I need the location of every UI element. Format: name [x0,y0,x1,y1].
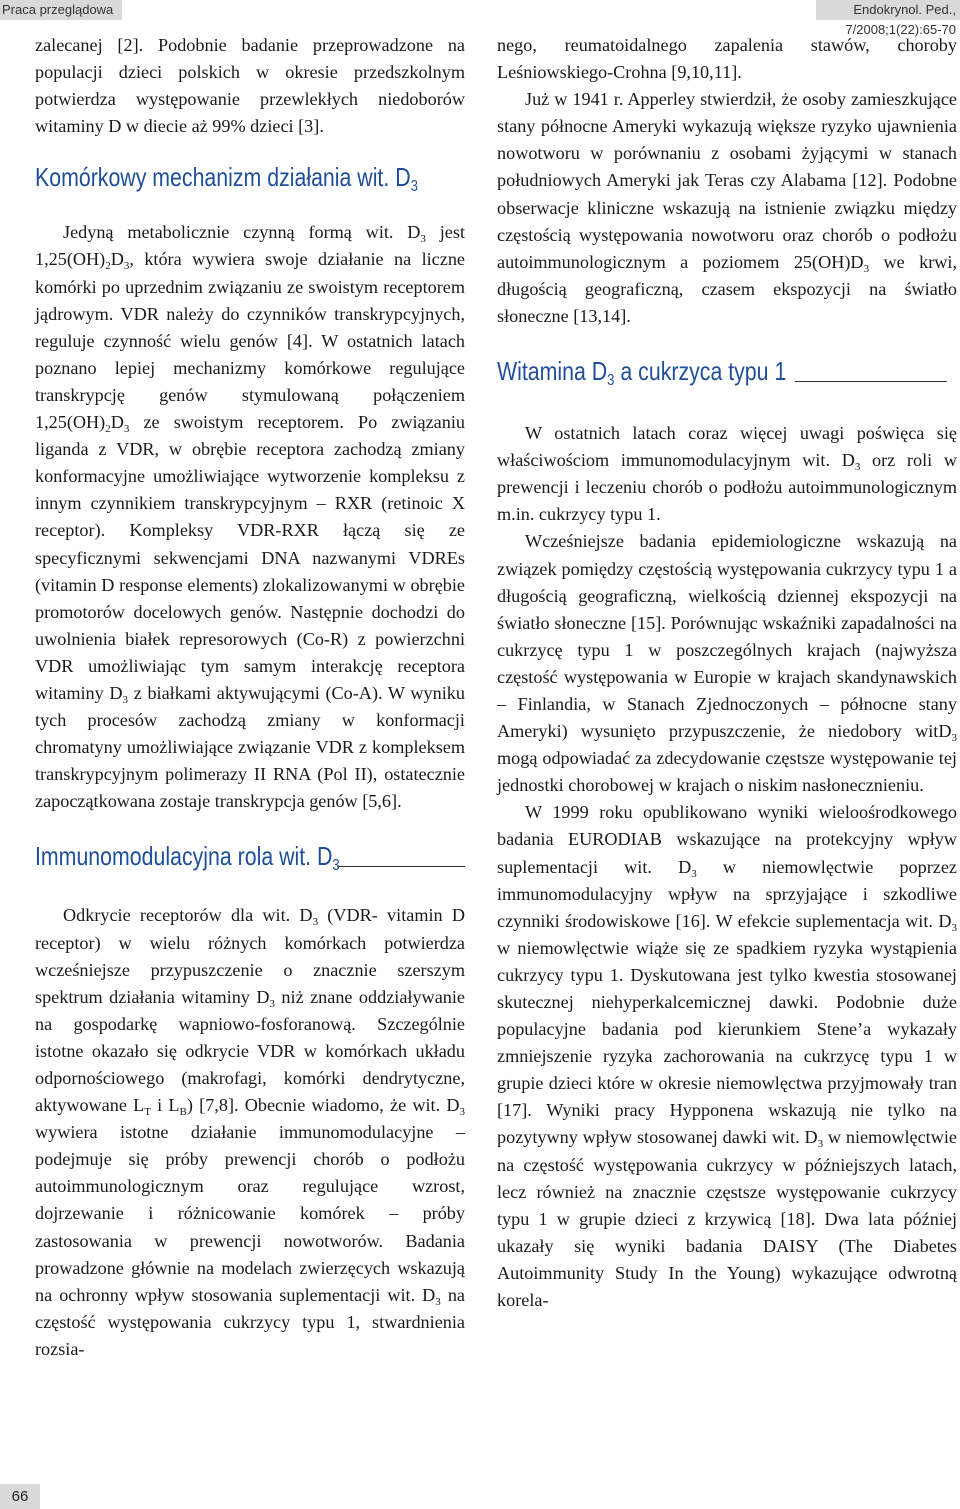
section-heading-vitamin-d-diabetes: Witamina $D_3$ a cukrzyca typu 1 [497,356,787,390]
paragraph: nego, reumatoidalnego zapalenia stawów, choroby Leśniowskiego-Crohna [9,10,11]. [497,35,957,83]
left-column [35,32,465,1363]
heading-rule [337,866,465,867]
paragraph: Odkrycie receptorów dla wit. $D_3$ (VDR- vitamin D receptor) w wielu różnych komórkach potwierdza wcześniejsze przypuszczenie o znacznie szerszym spektrum działania witaminy $D_3$ niż znane oddziaływanie na gospodarkę wapniowo-fosforanową. Szczególnie istotne okazało się odkrycie VDR w komórkach układu odpornościowego (makrofagi, komórki dendrytyczne, aktywowane $L_T$ i $L_B$) [7,8]. Obecnie wiadomo, że wit. $D_3$ wywiera istotne działanie immunomodulacyjne – podejmuje się próby prewencji chorób o podłożu autoimmunologicznym oraz regulujące wzrost, dojrzewanie i różnicowanie komórek – próby zastosowania w prewencji nowotworów. Badania prowadzone głównie na modelach zwierzęcych wskazują na ochronny wpływ stosowania suplementacji wit. $D_3$ na częstość występowania cukrzycy typu 1, stwardnienia rozsia- [35,905,465,1359]
section-heading-cellular-mechanism: Komórkowy mechanizm działania wit. $D_3$ [35,162,418,196]
running-header-section: Praca przeglądowa [0,0,122,20]
section-heading-immunomodulatory-role: Immunomodulacyjna rola wit. $D_3$ [35,841,340,875]
right-column [497,32,957,1314]
paragraph: W ostatnich latach coraz więcej uwagi poświęca się właściwościom immunomodulacyjnym wit. $D_3$ orz roli w prewencji i leczeniu chorób o podłożu autoimmunologicznym m.in. cukrzycy typu 1. [497,423,957,525]
heading-rule [795,381,947,382]
running-header-citation: Endokrynol. Ped., 7/2008;1(22):65-70 [816,0,960,20]
paragraph: zalecanej [2]. Podobnie badanie przeprowadzone na populacji dzieci polskich w okresie przedszkolnym potwierdza występowanie przewlekłych niedoborów witaminy D w diecie aż 99% dzieci [3]. [35,35,465,137]
paragraph: Jedyną metabolicznie czynną formą wit. $D_3$ jest $1,25(OH)_2D_3$, która wywiera swoje działanie na liczne komórki po uprzednim związaniu ze swoistym receptorem jądrowym. VDR należy do czynników transkrypcyjnych, reguluje czynność wielu genów [4]. W ostatnich latach poznano lepiej mechanizmy komórkowe regulujące transkrypcję genów stymulowaną połączeniem $1,25(OH)_2D_3$ ze swoistym receptorem. Po związaniu liganda z VDR, w obrębie receptora zachodzą zmiany konformacyjne umożliwiające wytworzenie kompleksu z innym czynnikiem transkrypcyjnym – RXR (retinoic X receptor). Kompleksy VDR-RXR łączą się ze specyficznymi sekwencjami DNA nazwanymi VDREs (vitamin D response elements) zlokalizowanymi w obrębie promotorów docelowych genów. Następnie dochodzi do uwolnienia białek represorowych (Co-R) z powierzchni VDR umożliwiając tym samym interakcję receptora witaminy $D_3$ z białkami aktywującymi (Co-A). W wyniku tych procesów zachodzą zmiany w konformacji chromatyny umożliwiające związanie VDR z kompleksem transkrypcyjnym polimerazy II RNA (Pol II), ostatecznie zapoczątkowana zostaje transkrypcja genów [5,6]. [35,222,465,812]
page-number: 66 [0,1484,40,1509]
paragraph: W 1999 roku opublikowano wyniki wieloośrodkowego badania EURODIAB wskazujące na protekcyjny wpływ suplementacji wit. $D_3$ w niemowlęctwie poprzez immunomodulacyjny wpływ na sprzyjające i szkodliwe czynniki środowiskowe [16]. W efekcie suplementacja wit. $D_3$ w niemowlęctwie wiąże się ze spadkiem ryzyka wystąpienia cukrzycy typu 1. Dyskutowana jest tylko kwestia stosowanej skutecznej niehyperkalcemicznej dawki. Podobnie duże populacyjne badania pod kierunkiem Stene’a wykazały zmniejszenie ryzyka zachorowania na cukrzycę typu 1 w grupie dzieci które w okresie niemowlęctwa przyjmowały tran [17]. Wyniki pracy Hypponena wskazują nie tylko na pozytywny wpływ stosowanej dawki wit. $D_3$ w niemowlęctwie na częstość występowania cukrzycy w późniejszych latach, lecz również na znacznie częstsze występowanie cukrzycy typu 1 w grupie dzieci z krzywicą [18]. Dwa lata później ukazały się wyniki badania DAISY (The Diabetes Autoimmunity Study In the Young) wykazujące odwrotną korela- [497,802,958,1311]
paragraph: Już w 1941 r. Apperley stwierdził, że osoby zamieszkujące stany północne Ameryki wykazują większe ryzyko ujawnienia nowotworu w porównaniu z osobami żyjącymi w stanach południowych Ameryki jak Teras czy Alabama [12]. Podobne obserwacje kliniczne wskazują na istnienie związku między częstością występowania nowotworu oraz chorób o podłożu autoimmunologicznym a poziomem $25(OH)D_3$ we krwi, długością geograficzną, czasem ekspozycji na światło słoneczne [13,14]. [497,89,958,326]
paragraph: Wcześniejsze badania epidemiologiczne wskazują na związek pomiędzy częstością występowania cukrzycy typu 1 a długością geograficzną, wielkością dziennej ekspozycji na światło słoneczne [15]. Porównując wskaźniki zapadalności na cukrzycę typu 1 w poszczególnych krajach (najwyższa częstość występowania w Europie w krajach skandynawskich – Finlandia, w Stanach Zjednoczonych – północne stany Ameryki) wysunięto przypuszczenie, że niedobory witD$_3$ mogą odpowiadać za zdecydowanie częstsze występowanie tej jednostki chorobowej w krajach o niskim nasłonecznieniu. [497,531,957,796]
